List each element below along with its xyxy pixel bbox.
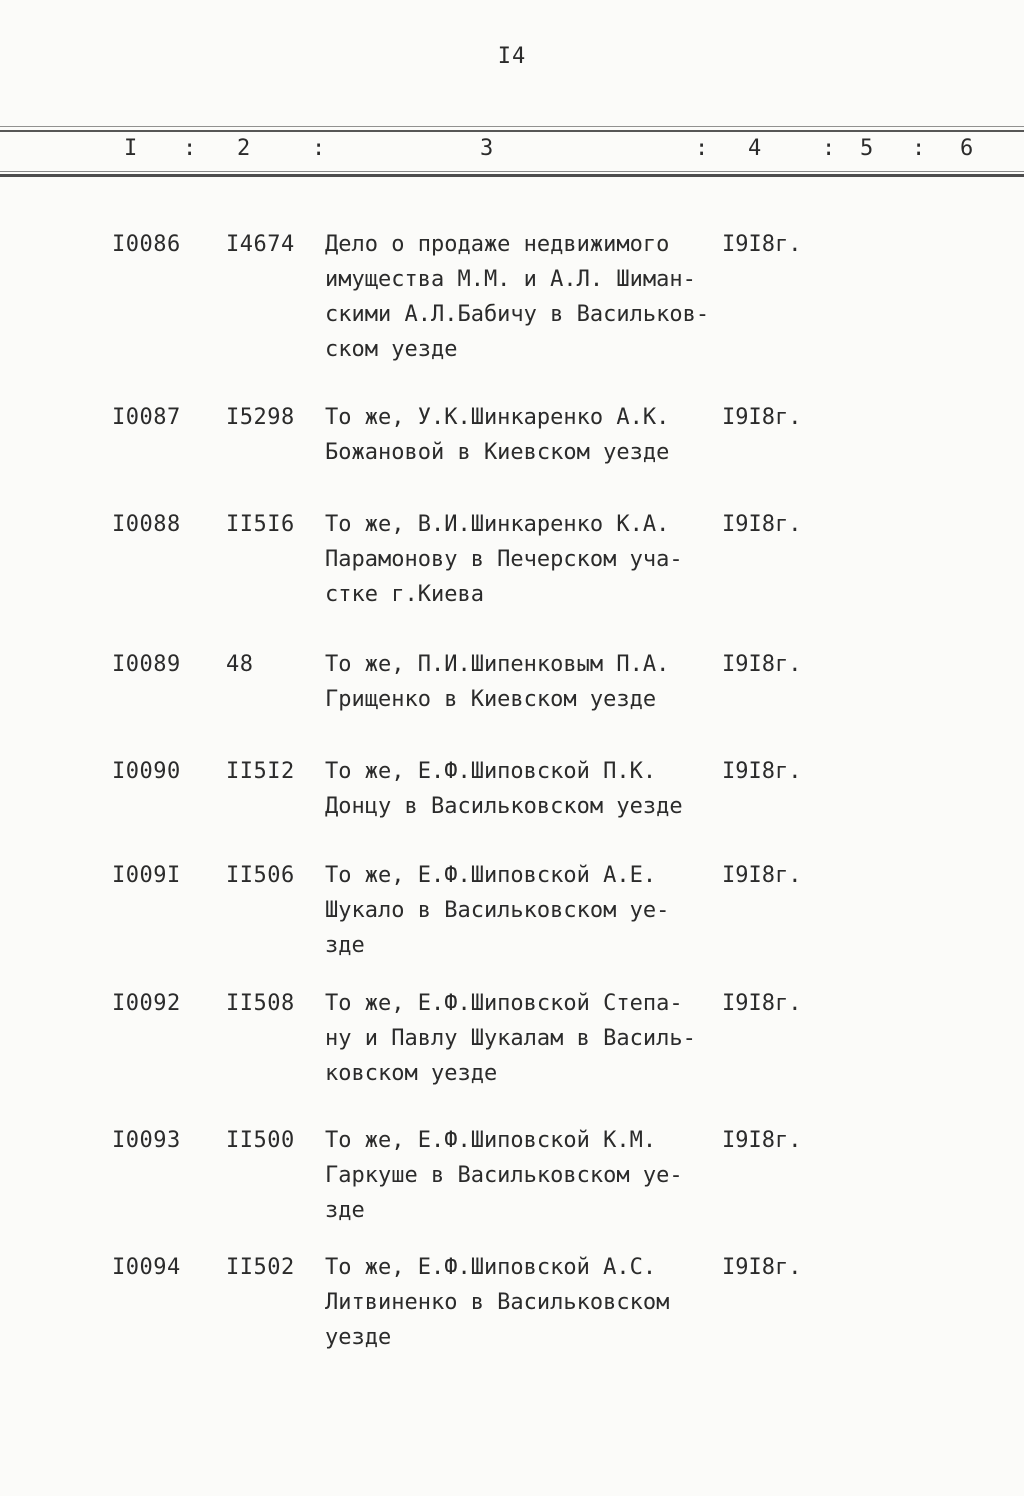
- record-number: I0094: [112, 1255, 181, 1280]
- record-description: [325, 858, 720, 963]
- description-line: Донцу в Васильковском уезде: [325, 794, 683, 819]
- record-number: I0089: [112, 652, 181, 677]
- record-year: I9I8г.: [722, 991, 802, 1016]
- record-year: I9I8г.: [722, 405, 802, 430]
- record-year: I9I8г.: [722, 863, 802, 888]
- description-line: ну и Павлу Шукалам в Василь-: [325, 1026, 696, 1051]
- column-header-4: 4: [748, 136, 762, 161]
- reference-number: II5I2: [226, 759, 295, 784]
- description-line: Грищенко в Киевском уезде: [325, 687, 657, 712]
- reference-number: 48: [226, 652, 254, 677]
- description-line: Парамонову в Печерском уча-: [325, 547, 683, 572]
- column-header-2: 2: [237, 136, 251, 161]
- reference-number: I4674: [226, 232, 295, 257]
- description-line: То же, Е.Ф.Шиповской П.К.: [325, 759, 657, 784]
- column-header-5: 5: [860, 136, 874, 161]
- reference-number: II5I6: [226, 512, 295, 537]
- record-number: I0087: [112, 405, 181, 430]
- record-description: [325, 227, 720, 367]
- description-line: уезде: [325, 1325, 392, 1350]
- record-year: I9I8г.: [722, 1128, 802, 1153]
- column-header-3: 3: [480, 136, 494, 161]
- description-line: То же, Е.Ф.Шиповской Степа-: [325, 991, 683, 1016]
- description-line: Дело о продаже недвижимого: [325, 232, 670, 257]
- record-description: [325, 400, 720, 470]
- description-line: То же, У.К.Шинкаренко А.К.: [325, 405, 670, 430]
- reference-number: II506: [226, 863, 295, 888]
- header-rule-bottom: [0, 171, 1024, 172]
- column-separator: :: [695, 136, 709, 161]
- record-number: I0088: [112, 512, 181, 537]
- record-year: I9I8г.: [722, 1255, 802, 1280]
- description-line: ковском уезде: [325, 1061, 498, 1086]
- column-separator: :: [912, 136, 926, 161]
- reference-number: II508: [226, 991, 295, 1016]
- description-line: Литвиненко в Васильковском: [325, 1290, 670, 1315]
- record-number: I0086: [112, 232, 181, 257]
- column-separator: :: [183, 136, 197, 161]
- record-number: I0092: [112, 991, 181, 1016]
- description-line: зде: [325, 933, 365, 958]
- description-line: Шукало в Васильковском уе-: [325, 898, 670, 923]
- description-line: То же, Е.Ф.Шиповской А.Е.: [325, 863, 657, 888]
- description-line: То же, В.И.Шинкаренко К.А.: [325, 512, 670, 537]
- description-line: Божановой в Киевском уезде: [325, 440, 670, 465]
- description-line: имущества М.М. и А.Л. Шиман-: [325, 267, 696, 292]
- reference-number: II500: [226, 1128, 295, 1153]
- description-line: зде: [325, 1198, 365, 1223]
- record-year: I9I8г.: [722, 759, 802, 784]
- description-line: Гаркуше в Васильковском уе-: [325, 1163, 683, 1188]
- column-header-1: I: [124, 136, 138, 161]
- record-year: I9I8г.: [722, 652, 802, 677]
- column-header-6: 6: [960, 136, 974, 161]
- description-line: ском уезде: [325, 337, 458, 362]
- header-rule-bottom-bold: [0, 174, 1024, 177]
- reference-number: I5298: [226, 405, 295, 430]
- header-rule-top: [0, 126, 1024, 127]
- page-number: I4: [497, 44, 527, 69]
- column-separator: :: [822, 136, 836, 161]
- record-number: I0090: [112, 759, 181, 784]
- record-description: [325, 647, 720, 717]
- reference-number: II502: [226, 1255, 295, 1280]
- record-number: I0093: [112, 1128, 181, 1153]
- record-year: I9I8г.: [722, 232, 802, 257]
- record-description: [325, 754, 720, 824]
- description-line: То же, Е.Ф.Шиповской А.С.: [325, 1255, 657, 1280]
- column-header: [0, 136, 1024, 166]
- record-description: [325, 1250, 720, 1355]
- record-year: I9I8г.: [722, 512, 802, 537]
- record-description: [325, 1123, 720, 1228]
- description-line: скими А.Л.Бабичу в Васильков-: [325, 302, 710, 327]
- description-line: То же, П.И.Шипенковым П.А.: [325, 652, 670, 677]
- record-description: [325, 507, 720, 612]
- record-description: [325, 986, 720, 1091]
- description-line: То же, Е.Ф.Шиповской К.М.: [325, 1128, 657, 1153]
- record-number: I009I: [112, 863, 181, 888]
- column-separator: :: [312, 136, 326, 161]
- header-rule-top-bold: [0, 130, 1024, 132]
- description-line: стке г.Киева: [325, 582, 484, 607]
